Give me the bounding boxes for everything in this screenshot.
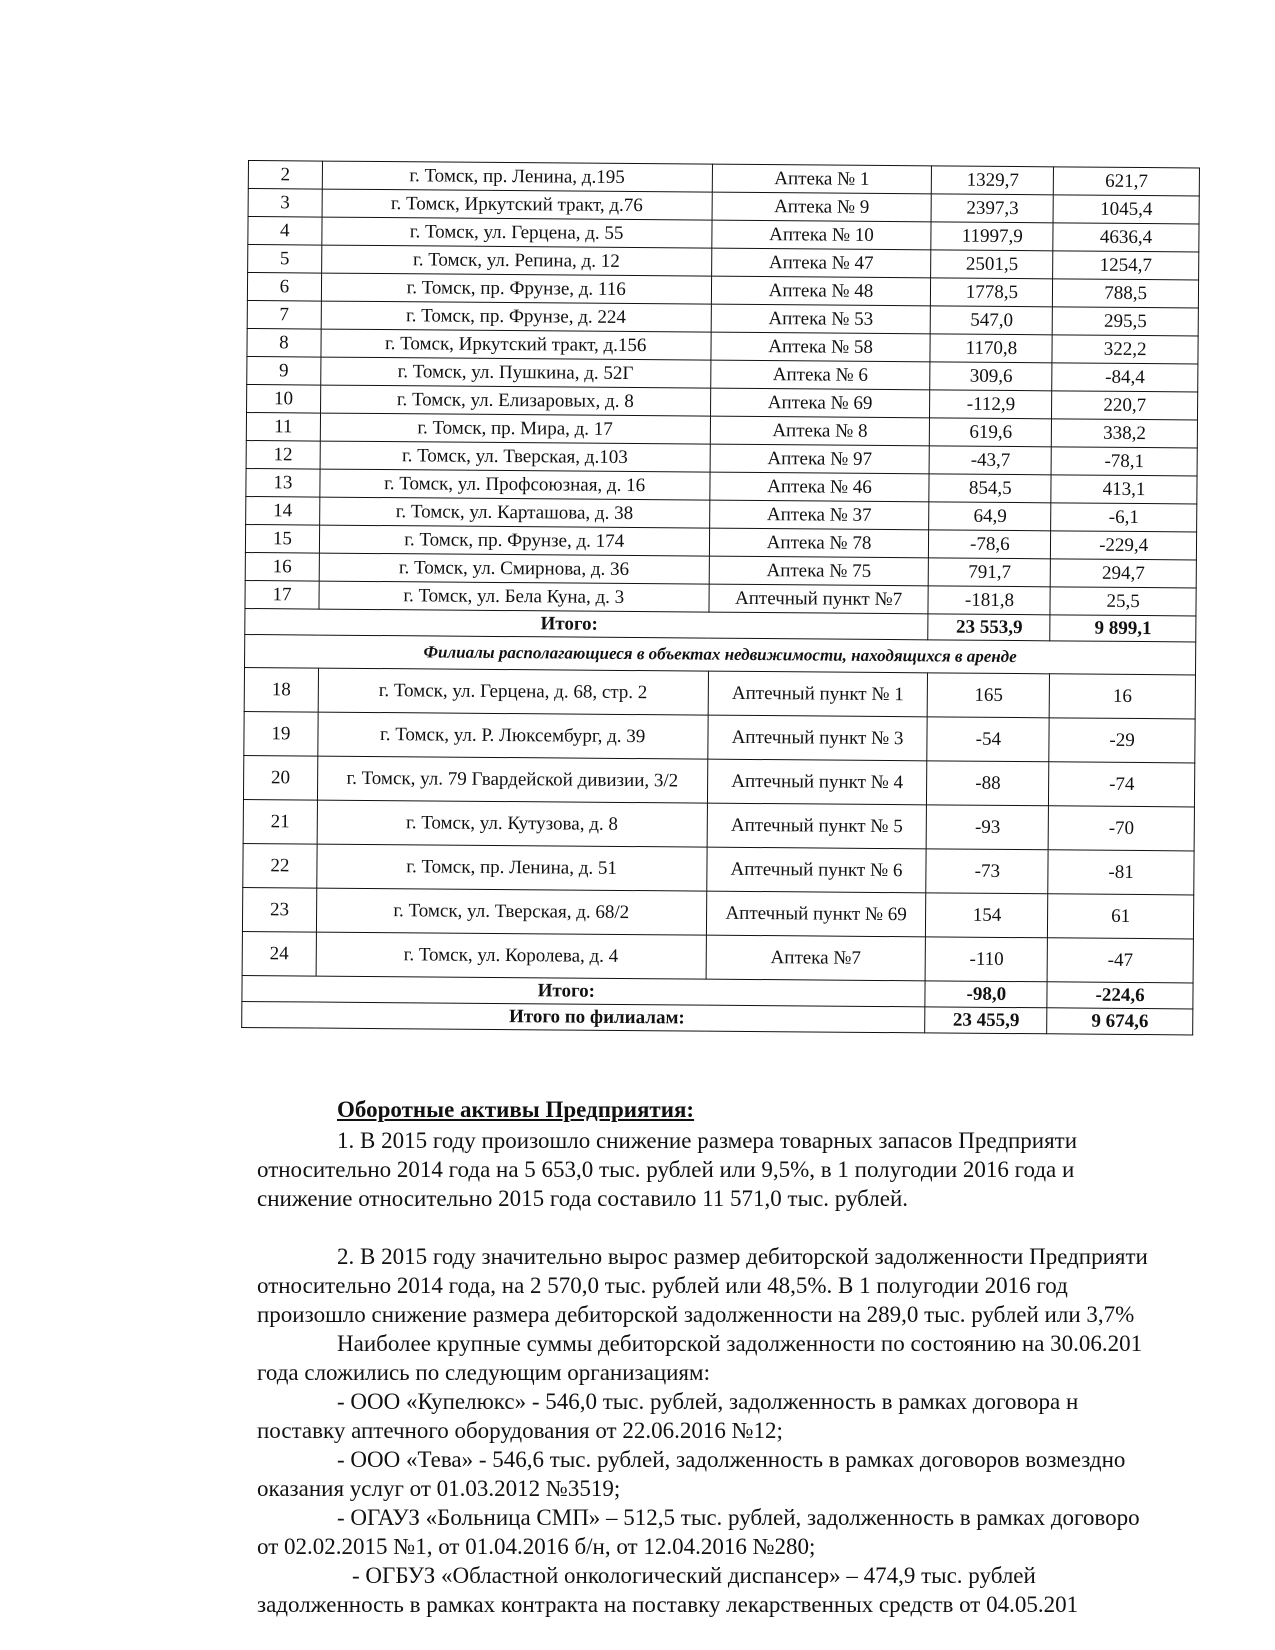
row-value-1: -54 (927, 717, 1049, 762)
row-pharmacy-name: Аптека № 48 (711, 276, 931, 306)
row-address: г. Томск, ул. Бела Куна, д. 3 (319, 581, 709, 612)
row-pharmacy-name: Аптечный пункт № 4 (707, 759, 927, 805)
paragraph-7-line-1: - ОГБУЗ «Областной онкологический диспансер» – 474,9 тыс. рублей (352, 1563, 1036, 1588)
row-value-2: -6,1 (1051, 503, 1197, 532)
row-address: г. Томск, ул. Тверская, д.103 (320, 441, 710, 472)
row-number: 9 (247, 356, 321, 385)
row-number: 6 (247, 273, 321, 302)
row-pharmacy-name: Аптека № 53 (711, 304, 931, 334)
section-heading: Оборотные активы Предприятия: (337, 1097, 695, 1122)
row-value-2: 295,5 (1052, 307, 1198, 336)
row-pharmacy-name: Аптека № 97 (710, 444, 930, 474)
row-value-2: 1045,4 (1053, 195, 1199, 224)
row-value-1: 64,9 (929, 502, 1051, 531)
row-number: 10 (247, 384, 321, 413)
row-value-1: 547,0 (931, 306, 1053, 335)
grand-total-value-1: 23 455,9 (925, 1007, 1047, 1034)
row-value-1: -110 (926, 937, 1048, 982)
table-row (242, 931, 1193, 982)
row-address: г. Томск, пр. Мира, д. 17 (320, 413, 710, 444)
row-pharmacy-name: Аптека № 1 (712, 164, 932, 194)
row-value-2: 25,5 (1050, 587, 1196, 616)
total-label: Итого: (242, 975, 926, 1006)
row-address: г. Томск, ул. Смирнова, д. 36 (319, 553, 709, 584)
paragraph-7-line-2: задолженность в рамках контракта на поставку лекарственных средств от 04.05.201 (257, 1592, 1079, 1617)
row-number: 20 (243, 755, 317, 800)
row-value-1: 2501,5 (931, 250, 1053, 279)
paragraph-5-line-2: оказания услуг от 01.03.2012 №3519; (257, 1476, 621, 1501)
paragraph-2-line-1: 2. В 2015 году значительно вырос размер дебиторской задолженности Предприяти (337, 1244, 1148, 1269)
row-address: г. Томск, ул. Профсоюзная, д. 16 (320, 469, 710, 500)
table-row (243, 843, 1194, 894)
row-value-1: 11997,9 (931, 222, 1053, 251)
row-value-1: 309,6 (930, 362, 1052, 391)
row-number: 7 (247, 300, 321, 329)
row-value-2: 1254,7 (1053, 251, 1199, 280)
row-value-2: 294,7 (1050, 559, 1196, 588)
row-value-2: -47 (1047, 938, 1193, 983)
row-pharmacy-name: Аптека № 9 (712, 192, 932, 222)
row-value-1: -73 (926, 849, 1048, 894)
row-number: 4 (248, 217, 322, 246)
row-value-1: -181,8 (928, 586, 1050, 615)
grand-total-label: Итого по филиалам: (242, 1001, 926, 1032)
table-row (244, 667, 1195, 718)
paragraph-6-line-2: от 02.02.2015 №1, от 01.04.2016 б/н, от 12.04.2016 №280; (257, 1534, 816, 1559)
row-address: г. Томск, Иркутский тракт, д.76 (322, 189, 712, 220)
paragraph-1-line-3: снижение относительно 2015 года составило 11 571,0 тыс. рублей. (257, 1186, 909, 1211)
row-number: 5 (248, 245, 322, 274)
row-address: г. Томск, пр. Фрунзе, д. 224 (321, 301, 711, 332)
table-row (243, 799, 1194, 850)
row-number: 22 (243, 843, 317, 888)
row-value-2: 16 (1049, 674, 1195, 719)
row-value-1: 854,5 (929, 474, 1051, 503)
row-number: 15 (245, 524, 319, 553)
row-address: г. Томск, пр. Фрунзе, д. 174 (319, 525, 709, 556)
total-value-1: -98,0 (925, 981, 1047, 1008)
row-value-1: -93 (927, 805, 1049, 850)
row-address: г. Томск, ул. Кутузова, д. 8 (317, 800, 707, 847)
table-row (244, 711, 1195, 762)
row-value-1: 165 (928, 673, 1050, 718)
row-value-2: 220,7 (1052, 391, 1198, 420)
row-number: 2 (248, 161, 322, 190)
row-pharmacy-name: Аптечный пункт № 5 (707, 803, 927, 849)
section-title: Филиалы располагающиеся в объектах недвижимости, находящихся в аренде (245, 634, 1196, 674)
row-value-2: 322,2 (1052, 335, 1198, 364)
row-value-2: -229,4 (1051, 531, 1197, 560)
row-pharmacy-name: Аптека № 78 (709, 528, 929, 558)
row-value-2: 413,1 (1051, 475, 1197, 504)
total-label: Итого: (245, 608, 929, 639)
grand-total-value-2: 9 674,6 (1047, 1008, 1193, 1035)
row-value-1: 154 (926, 893, 1048, 938)
paragraph-3-line-2: года сложились по следующим организациям: (257, 1360, 710, 1385)
row-address: г. Томск, ул. Карташова, д. 38 (319, 497, 709, 528)
row-address: г. Томск, пр. Ленина, д. 51 (317, 844, 707, 891)
row-value-2: 4636,4 (1053, 223, 1199, 252)
total-value-2: 9 899,1 (1050, 615, 1196, 642)
row-number: 23 (242, 887, 316, 932)
row-address: г. Томск, пр. Фрунзе, д. 116 (321, 273, 711, 304)
row-value-1: -88 (927, 761, 1049, 806)
row-number: 21 (243, 799, 317, 844)
row-pharmacy-name: Аптека № 37 (709, 500, 929, 530)
row-address: г. Томск, ул. Королева, д. 4 (316, 932, 706, 979)
row-value-1: 1170,8 (930, 334, 1052, 363)
row-pharmacy-name: Аптека № 6 (710, 360, 930, 390)
row-value-2: 621,7 (1054, 167, 1200, 196)
row-pharmacy-name: Аптека № 69 (710, 388, 930, 418)
row-value-2: 788,5 (1053, 279, 1199, 308)
row-pharmacy-name: Аптека № 58 (711, 332, 931, 362)
row-pharmacy-name: Аптечный пункт №7 (709, 584, 929, 614)
row-number: 14 (246, 496, 320, 525)
row-number: 19 (244, 711, 318, 756)
row-value-2: -84,4 (1052, 363, 1198, 392)
row-address: г. Томск, ул. Герцена, д. 55 (322, 217, 712, 248)
row-number: 16 (245, 552, 319, 581)
row-value-2: -74 (1049, 762, 1195, 807)
row-pharmacy-name: Аптечный пункт № 1 (708, 671, 928, 717)
row-value-2: 338,2 (1052, 419, 1198, 448)
body-text (257, 1095, 1275, 1619)
row-address: г. Томск, ул. Елизаровых, д. 8 (320, 385, 710, 416)
row-number: 24 (242, 931, 316, 976)
row-value-1: -78,6 (929, 530, 1051, 559)
total-value-2: -224,6 (1047, 982, 1193, 1009)
row-value-1: -112,9 (930, 390, 1052, 419)
row-value-1: 791,7 (929, 558, 1051, 587)
paragraph-4-line-2: поставку аптечного оборудования от 22.06.2016 №12; (257, 1418, 783, 1443)
row-value-1: -43,7 (930, 446, 1052, 475)
row-value-2: -81 (1048, 850, 1194, 895)
row-value-2: -70 (1048, 806, 1194, 851)
paragraph-5-line-1: - ООО «Тева» - 546,6 тыс. рублей, задолженность в рамках договоров возмездно (337, 1447, 1126, 1472)
row-address: г. Томск, ул. Тверская, д. 68/2 (316, 888, 706, 935)
owned-branches-body (245, 161, 1199, 616)
row-pharmacy-name: Аптечный пункт № 3 (707, 715, 927, 761)
row-pharmacy-name: Аптечный пункт № 69 (706, 891, 926, 937)
row-pharmacy-name: Аптечный пункт № 6 (706, 847, 926, 893)
row-address: г. Томск, ул. Пушкина, д. 52Г (321, 357, 711, 388)
row-number: 12 (246, 440, 320, 469)
rented-branches-body (242, 667, 1195, 982)
row-pharmacy-name: Аптека № 46 (709, 472, 929, 502)
row-value-2: -78,1 (1051, 447, 1197, 476)
row-number: 17 (245, 580, 319, 609)
row-pharmacy-name: Аптека № 8 (710, 416, 930, 446)
row-value-1: 1778,5 (931, 278, 1053, 307)
table-row (243, 755, 1194, 806)
row-address: г. Томск, ул. Р. Люксембург, д. 39 (318, 712, 708, 759)
row-value-1: 619,6 (930, 418, 1052, 447)
row-number: 8 (247, 328, 321, 357)
row-pharmacy-name: Аптека № 10 (711, 220, 931, 250)
row-value-2: -29 (1049, 718, 1195, 763)
paragraph-6-line-1: - ОГАУЗ «Больница СМП» – 512,5 тыс. рублей, задолженность в рамках договоро (337, 1505, 1140, 1530)
paragraph-3-line-1: Наиболее крупные суммы дебиторской задолженности по состоянию на 30.06.201 (337, 1331, 1143, 1356)
total-value-1: 23 553,9 (928, 614, 1050, 641)
row-number: 18 (244, 667, 318, 712)
paragraph-2-line-2: относительно 2014 года, на 2 570,0 тыс. рублей или 48,5%. В 1 полугодии 2016 год (257, 1273, 1068, 1298)
row-value-2: 61 (1048, 894, 1194, 939)
paragraph-2-line-3: произошло снижение размера дебиторской задолженности на 289,0 тыс. рублей или 3,7% (257, 1302, 1135, 1327)
row-number: 13 (246, 468, 320, 497)
row-number: 11 (246, 412, 320, 441)
paragraph-4-line-1: - ООО «Купелюкс» - 546,0 тыс. рублей, задолженность в рамках договора н (337, 1389, 1079, 1414)
row-pharmacy-name: Аптека №7 (706, 935, 926, 981)
row-address: г. Томск, ул. 79 Гвардейской дивизии, 3/2 (317, 756, 707, 803)
branches-table (241, 160, 1200, 1035)
row-pharmacy-name: Аптека № 47 (711, 248, 931, 278)
paragraph-1-line-2: относительно 2014 года на 5 653,0 тыс. рублей или 9,5%, в 1 полугодии 2016 года и (257, 1157, 1075, 1182)
table-row (242, 887, 1193, 938)
paragraph-1-line-1: 1. В 2015 году произошло снижение размера товарных запасов Предприяти (337, 1128, 1078, 1153)
row-pharmacy-name: Аптека № 75 (709, 556, 929, 586)
row-address: г. Томск, ул. Герцена, д. 68, стр. 2 (318, 668, 708, 715)
row-number: 3 (248, 189, 322, 218)
row-address: г. Томск, ул. Репина, д. 12 (321, 245, 711, 276)
row-address: г. Томск, пр. Ленина, д.195 (322, 161, 712, 192)
row-value-1: 1329,7 (932, 166, 1054, 195)
row-value-1: 2397,3 (932, 194, 1054, 223)
row-address: г. Томск, Иркутский тракт, д.156 (321, 329, 711, 360)
